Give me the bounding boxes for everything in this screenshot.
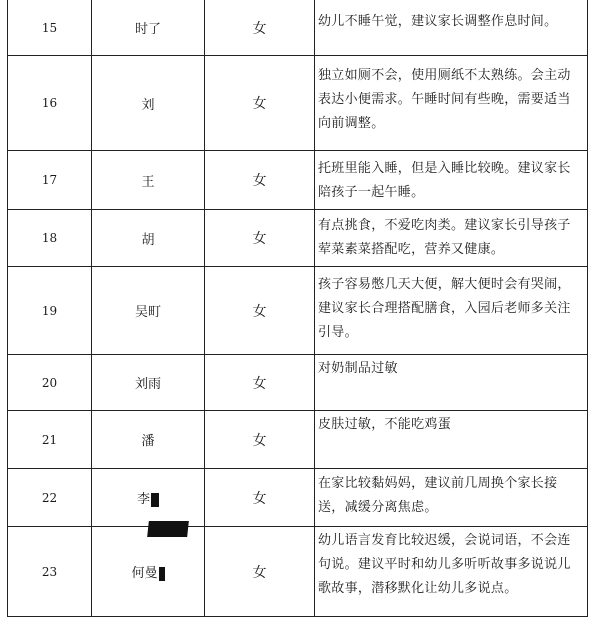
- redaction-mark: [159, 567, 165, 581]
- child-name: 刘: [92, 56, 205, 151]
- redaction-block: [147, 521, 189, 537]
- table-row: [8, 469, 588, 527]
- child-name: 李: [92, 469, 205, 527]
- child-gender: 女: [205, 210, 315, 267]
- table-row: [8, 151, 588, 210]
- child-name: 刘雨: [92, 355, 205, 411]
- table-row: [8, 267, 588, 355]
- redaction-mark: [151, 493, 159, 507]
- parent-note: 有点挑食，不爱吃肉类。建议家长引导孩子荤菜素菜搭配吃，营养又健康。: [315, 210, 588, 267]
- row-number: 15: [8, 0, 92, 56]
- child-name: 何曼: [92, 527, 205, 617]
- parent-note: 孩子容易憋几天大便，解大便时会有哭闹，建议家长合理搭配膳食，入园后老师多关注引导。: [315, 267, 588, 355]
- row-number: 18: [8, 210, 92, 267]
- parent-note: 在家比较黏妈妈，建议前几周换个家长接送，减缓分离焦虑。: [315, 469, 588, 527]
- row-number: 20: [8, 355, 92, 411]
- child-gender: 女: [205, 527, 315, 617]
- table-row: [8, 56, 588, 151]
- child-name: 王: [92, 151, 205, 210]
- child-name: 胡: [92, 210, 205, 267]
- row-number: 23: [8, 527, 92, 617]
- parent-note: 幼儿不睡午觉，建议家长调整作息时间。: [315, 0, 588, 56]
- row-number: 21: [8, 411, 92, 469]
- child-gender: 女: [205, 151, 315, 210]
- child-gender: 女: [205, 469, 315, 527]
- table-row: [8, 527, 588, 617]
- row-number: 17: [8, 151, 92, 210]
- row-number: 19: [8, 267, 92, 355]
- parent-note: 幼儿语言发育比较迟缓，会说词语，不会连句说。建议平时和幼儿多听听故事多说说儿歌故事，潜移默化让幼儿多说点。: [315, 527, 588, 617]
- row-number: 22: [8, 469, 92, 527]
- child-name: 吴町: [92, 267, 205, 355]
- parent-note: 独立如厕不会，使用厕纸不太熟练。会主动表达小便需求。午睡时间有些晚，需要适当向前调整。: [315, 56, 588, 151]
- child-gender: 女: [205, 355, 315, 411]
- parent-note: 托班里能入睡，但是入睡比较晚。建议家长陪孩子一起午睡。: [315, 151, 588, 210]
- child-gender: 女: [205, 411, 315, 469]
- child-gender: 女: [205, 267, 315, 355]
- table-row: [8, 0, 588, 56]
- child-gender: 女: [205, 0, 315, 56]
- student-notes-table: [7, 0, 588, 617]
- child-name: 潘: [92, 411, 205, 469]
- row-number: 16: [8, 56, 92, 151]
- parent-note: 皮肤过敏，不能吃鸡蛋: [315, 411, 588, 469]
- child-name: 时了: [92, 0, 205, 56]
- table-row: [8, 411, 588, 469]
- parent-note: 对奶制品过敏: [315, 355, 588, 411]
- table-row: [8, 355, 588, 411]
- child-gender: 女: [205, 56, 315, 151]
- table-row: [8, 210, 588, 267]
